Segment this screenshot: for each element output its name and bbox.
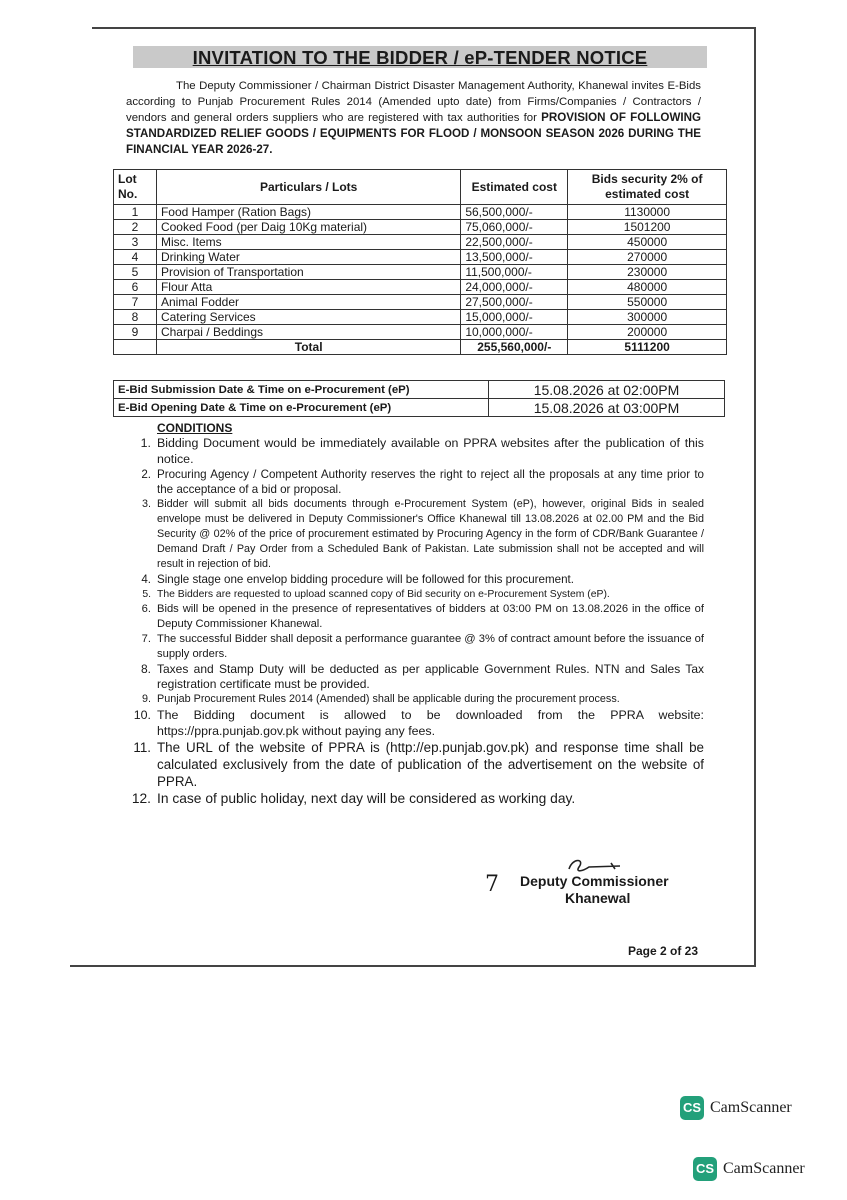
lot-number: 2 — [114, 220, 157, 235]
condition-number: 8. — [140, 662, 151, 676]
camscanner-watermark — [693, 1157, 805, 1181]
lot-number: 3 — [114, 235, 157, 250]
camscanner-watermark — [680, 1096, 792, 1120]
lot-security: 200000 — [568, 325, 727, 340]
lot-security: 1130000 — [568, 205, 727, 220]
condition-number: 1. — [140, 436, 151, 450]
lot-number: 5 — [114, 265, 157, 280]
total-label: Total — [156, 340, 460, 355]
table-row — [114, 235, 727, 250]
conditions-heading: CONDITIONS — [157, 421, 233, 435]
lots-table — [113, 169, 727, 355]
condition-item — [126, 739, 704, 790]
lot-cost: 10,000,000/- — [461, 325, 568, 340]
condition-text: Bidding Document would be immediately available on PPRA websites after the publication of this notice. — [157, 436, 704, 466]
lot-number: 6 — [114, 280, 157, 295]
camscanner-logo-icon: CS — [680, 1096, 704, 1120]
condition-number: 12. — [131, 791, 151, 806]
page-border-top — [92, 27, 756, 29]
camscanner-logo-icon: CS — [693, 1157, 717, 1181]
lot-name: Catering Services — [156, 310, 460, 325]
lot-name: Animal Fodder — [156, 295, 460, 310]
condition-number: 10. — [133, 708, 151, 722]
condition-number: 5. — [142, 589, 151, 600]
intro-text: The Deputy Commissioner / Chairman District Disaster Management Authority, Khanewal invites E-Bids according to Punjab Procurement Rules 2014 (Amended upto date) from Firms/Companies / Contractors / vendors and general orders suppliers who are registered with tax authorities for — [126, 80, 701, 124]
condition-text: Single stage one envelop bidding procedure will be followed for this procurement. — [157, 573, 574, 586]
condition-number: 6. — [141, 603, 151, 615]
lot-cost: 15,000,000/- — [461, 310, 568, 325]
lot-cost: 56,500,000/- — [461, 205, 568, 220]
total-security: 5111200 — [568, 340, 727, 355]
table-row — [114, 220, 727, 235]
condition-number: 9. — [141, 693, 151, 705]
condition-item — [126, 632, 704, 662]
condition-text: The Bidding document is allowed to be downloaded from the PPRA website: https://ppra.punjab.gov.pk without paying any fees. — [157, 708, 704, 738]
condition-text: Taxes and Stamp Duty will be deducted as per applicable Government Rules. NTN and Sales Tax registration certificate must be provided. — [157, 662, 704, 691]
condition-text: The URL of the website of PPRA is (http://ep.punjab.gov.pk) and response time shall be calculated exclusively from the date of publication of the advertisement on the website of PPRA. — [157, 740, 704, 789]
lot-number: 4 — [114, 250, 157, 265]
lot-security: 480000 — [568, 280, 727, 295]
dates-table — [113, 380, 725, 417]
total-blank-cell — [114, 340, 157, 355]
table-row — [114, 280, 727, 295]
lot-cost: 13,500,000/- — [461, 250, 568, 265]
condition-item — [126, 497, 704, 572]
lot-name: Drinking Water — [156, 250, 460, 265]
table-row — [114, 325, 727, 340]
submission-label: E-Bid Submission Date & Time on e-Procurement (eP) — [114, 381, 489, 399]
lot-name: Flour Atta — [156, 280, 460, 295]
lot-security: 270000 — [568, 250, 727, 265]
page-number: Page 2 of 23 — [628, 944, 699, 958]
lot-number: 8 — [114, 310, 157, 325]
lot-security: 1501200 — [568, 220, 727, 235]
camscanner-text: CamScanner — [710, 1099, 792, 1116]
condition-number: 4. — [141, 573, 151, 586]
condition-number: 3. — [141, 498, 151, 510]
condition-text: In case of public holiday, next day will be considered as working day. — [157, 791, 576, 806]
opening-value: 15.08.2026 at 03:00PM — [489, 399, 725, 417]
condition-item — [126, 707, 704, 739]
signature-block — [485, 855, 715, 915]
condition-item — [126, 692, 704, 707]
condition-text: Bidder will submit all bids documents through e-Procurement System (eP), however, original Bids in sealed envelope must be delivered in Deputy Commissioner's Office Khanewal till 13.08.2026 at 02.00 PM and the Bid Security @ 02% of the price of procurement estimated by Procuring Agency in the form of CDR/Bank Guarantee / Demand Draft / Pay Order from a Scheduled Bank of Pakistan. Late submission shall not be accepted and will result in rejection of bid. — [157, 498, 704, 570]
condition-number: 7. — [141, 633, 151, 645]
lot-security: 300000 — [568, 310, 727, 325]
lot-security: 230000 — [568, 265, 727, 280]
lot-cost: 27,500,000/- — [461, 295, 568, 310]
lot-security: 450000 — [568, 235, 727, 250]
total-cost: 255,560,000/- — [461, 340, 568, 355]
table-row — [114, 310, 727, 325]
condition-text: The Bidders are requested to upload scanned copy of Bid security on e-Procurement System (eP). — [157, 589, 610, 600]
condition-item — [126, 662, 704, 692]
condition-text: Bids will be opened in the presence of representatives of bidders at 03:00 PM on 13.08.2026 in the office of Deputy Commissioner Khanewal. — [157, 603, 704, 630]
opening-row — [114, 399, 725, 417]
condition-item — [126, 467, 704, 497]
signature-place: Khanewal — [565, 890, 631, 906]
lot-number: 7 — [114, 295, 157, 310]
lot-cost: 75,060,000/- — [461, 220, 568, 235]
header-bid-security: Bids security 2% of estimated cost — [568, 170, 727, 205]
header-lot-no: Lot No. — [114, 170, 157, 205]
opening-label: E-Bid Opening Date & Time on e-Procurement (eP) — [114, 399, 489, 417]
intro-paragraph — [126, 78, 701, 158]
table-row — [114, 295, 727, 310]
condition-item — [126, 602, 704, 632]
header-estimated-cost: Estimated cost — [461, 170, 568, 205]
condition-text: Punjab Procurement Rules 2014 (Amended) shall be applicable during the procurement process. — [157, 693, 620, 705]
condition-text: The successful Bidder shall deposit a performance guarantee @ 3% of contract amount before the issuance of supply orders. — [157, 633, 704, 660]
lot-name: Cooked Food (per Daig 10Kg material) — [156, 220, 460, 235]
lot-cost: 24,000,000/- — [461, 280, 568, 295]
condition-text: Procuring Agency / Competent Authority reserves the right to reject all the proposals at any time prior to the acceptance of a bid or proposal. — [157, 468, 704, 496]
header-particulars: Particulars / Lots — [156, 170, 460, 205]
lot-name: Misc. Items — [156, 235, 460, 250]
table-row — [114, 265, 727, 280]
lot-cost: 22,500,000/- — [461, 235, 568, 250]
signature-mark: 7 — [485, 872, 499, 897]
lot-cost: 11,500,000/- — [461, 265, 568, 280]
condition-item — [126, 587, 704, 602]
intro-bold-text: PROVISION OF FOLLOWING STANDARDIZED RELIEF GOODS / EQUIPMENTS FOR FLOOD / MONSOON SEASON 2026 DURING THE FINANCIAL YEAR 2026-27. — [126, 111, 701, 156]
submission-row — [114, 381, 725, 399]
notice-title: INVITATION TO THE BIDDER / eP-TENDER NOTICE — [133, 46, 707, 68]
lot-number: 9 — [114, 325, 157, 340]
lot-security: 550000 — [568, 295, 727, 310]
condition-item — [126, 436, 704, 467]
lots-total-row — [114, 340, 727, 355]
table-row — [114, 250, 727, 265]
conditions-list — [126, 436, 704, 807]
lot-name: Provision of Transportation — [156, 265, 460, 280]
camscanner-text: CamScanner — [723, 1160, 805, 1177]
table-row — [114, 205, 727, 220]
signature-title: Deputy Commissioner — [520, 873, 669, 889]
lots-table-header — [114, 170, 727, 205]
lot-number: 1 — [114, 205, 157, 220]
page-border-right — [754, 27, 756, 967]
lot-name: Food Hamper (Ration Bags) — [156, 205, 460, 220]
page-border-bottom — [70, 965, 756, 967]
condition-item — [126, 572, 704, 587]
condition-number: 2. — [141, 468, 151, 481]
condition-item — [126, 790, 704, 807]
lot-name: Charpai / Beddings — [156, 325, 460, 340]
condition-number: 11. — [133, 740, 151, 755]
submission-value: 15.08.2026 at 02:00PM — [489, 381, 725, 399]
